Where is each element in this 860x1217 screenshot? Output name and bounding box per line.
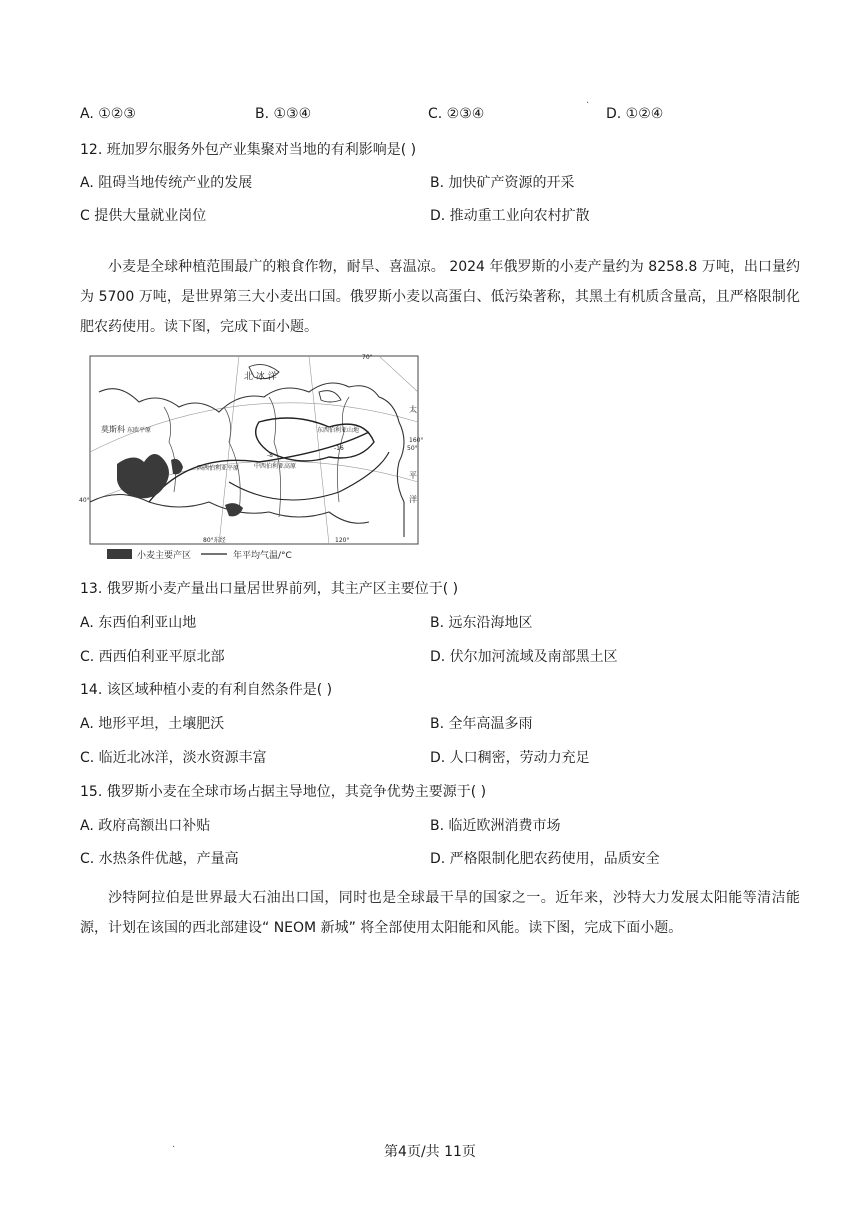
- q13-option-a[interactable]: A. 东西伯利亚山地: [80, 615, 197, 631]
- q14-option-d[interactable]: D. 人口稠密，劳动力充足: [430, 750, 590, 766]
- q14-option-b[interactable]: B. 全年高温多雨: [430, 716, 533, 732]
- map-frame: [90, 356, 418, 544]
- q13-stem: 13. 俄罗斯小麦产量出口量居世界前列，其主产区主要位于( ): [80, 581, 459, 597]
- map-legend-temp: 年平均气温/°C: [233, 551, 292, 561]
- q15-option-a[interactable]: A. 政府高额出口补贴: [80, 818, 211, 834]
- map-label-lon160: 160°: [409, 437, 424, 444]
- q11-option-d[interactable]: D. ①②④: [606, 106, 664, 122]
- map-label-tai: 太: [409, 405, 417, 414]
- q15-option-b[interactable]: B. 临近欧洲消费市场: [430, 818, 561, 834]
- map-label-moscow: 莫斯科: [101, 425, 125, 434]
- q12-stem: 12. 班加罗尔服务外包产业集聚对当地的有利影响是( ): [80, 142, 417, 158]
- map-label-lat70: 70°: [362, 354, 373, 361]
- map-label-lat40: 40°: [79, 497, 90, 504]
- map-label-ping: 平: [409, 471, 417, 480]
- map-label-lat50: 50°: [407, 445, 418, 452]
- q12-option-b[interactable]: B. 加快矿产资源的开采: [430, 175, 575, 191]
- q11-option-a[interactable]: A. ①②③: [80, 106, 136, 122]
- q12-option-d[interactable]: D. 推动重工业向农村扩散: [430, 208, 590, 224]
- map-legend-wheat: 小麦主要产区: [137, 551, 192, 561]
- map-legend-wheat-swatch: [107, 549, 132, 559]
- scan-speck: ·: [172, 1142, 176, 1153]
- map-label-lon120: 120°: [335, 537, 350, 544]
- q13-option-c[interactable]: C. 西西伯利亚平原北部: [80, 649, 225, 665]
- q14-option-c[interactable]: C. 临近北冰洋，淡水资源丰富: [80, 750, 267, 766]
- passage-saudi: 沙特阿拉伯是世界最大石油出口国，同时也是全球最干旱的国家之一。近年来，沙特大力发展太阳能等清洁能源，计划在该国的西北部建设“ NEOM 新城” 将全部使用太阳能和风能。读下图，完成下面小题。: [80, 890, 800, 936]
- scan-speck: ·: [586, 98, 590, 109]
- q11-option-b[interactable]: B. ①③④: [255, 106, 312, 122]
- q15-option-d[interactable]: D. 严格限制化肥农药使用，品质安全: [430, 851, 660, 867]
- q15-stem: 15. 俄罗斯小麦在全球市场占据主导地位，其竞争优势主要源于( ): [80, 784, 487, 800]
- q13-option-d[interactable]: D. 伏尔加河流域及南部黑土区: [430, 649, 618, 665]
- q11-option-c[interactable]: C. ②③④: [428, 106, 485, 122]
- map-label-iso-m8: -8: [267, 452, 273, 459]
- page-number: 第4页/共 11页: [384, 1144, 476, 1160]
- map-label-eu-plain: 东欧平原: [127, 427, 152, 434]
- map-label-wsib-plain: 西西伯利亚平原: [197, 465, 240, 472]
- passage-wheat: 小麦是全球种植范围最广的粮食作物，耐旱、喜温凉。 2024 年俄罗斯的小麦产量约为 8258.8 万吨，出口量约为 5700 万吨，是世界第三大小麦出口国。俄罗斯小麦以高蛋白、低污染著称，其黑土有机质含量高，且严格限制化肥农药使用。读下图，完成下面小题。: [80, 259, 800, 335]
- map-label-lon80: 80°东经: [203, 537, 226, 544]
- map-label-iso-m16: -16: [334, 445, 344, 452]
- q13-option-b[interactable]: B. 远东沿海地区: [430, 615, 533, 631]
- q14-stem: 14. 该区域种植小麦的有利自然条件是( ): [80, 682, 333, 698]
- map-label-csib-plateau: 中西伯利亚高原: [254, 463, 297, 470]
- q14-option-a[interactable]: A. 地形平坦，土壤肥沃: [80, 716, 225, 732]
- q12-option-a[interactable]: A. 阻碍当地传统产业的发展: [80, 175, 253, 191]
- russia-wheat-map: [79, 352, 424, 564]
- map-label-arctic: 北 冰 洋: [244, 372, 277, 382]
- map-label-yang: 洋: [409, 495, 417, 504]
- svg-text:-: -: [209, 550, 212, 558]
- map-label-esib-mtn: 东西伯利亚山地: [317, 427, 360, 434]
- q15-option-c[interactable]: C. 水热条件优越，产量高: [80, 851, 239, 867]
- q12-option-c[interactable]: C 提供大量就业岗位: [80, 208, 207, 224]
